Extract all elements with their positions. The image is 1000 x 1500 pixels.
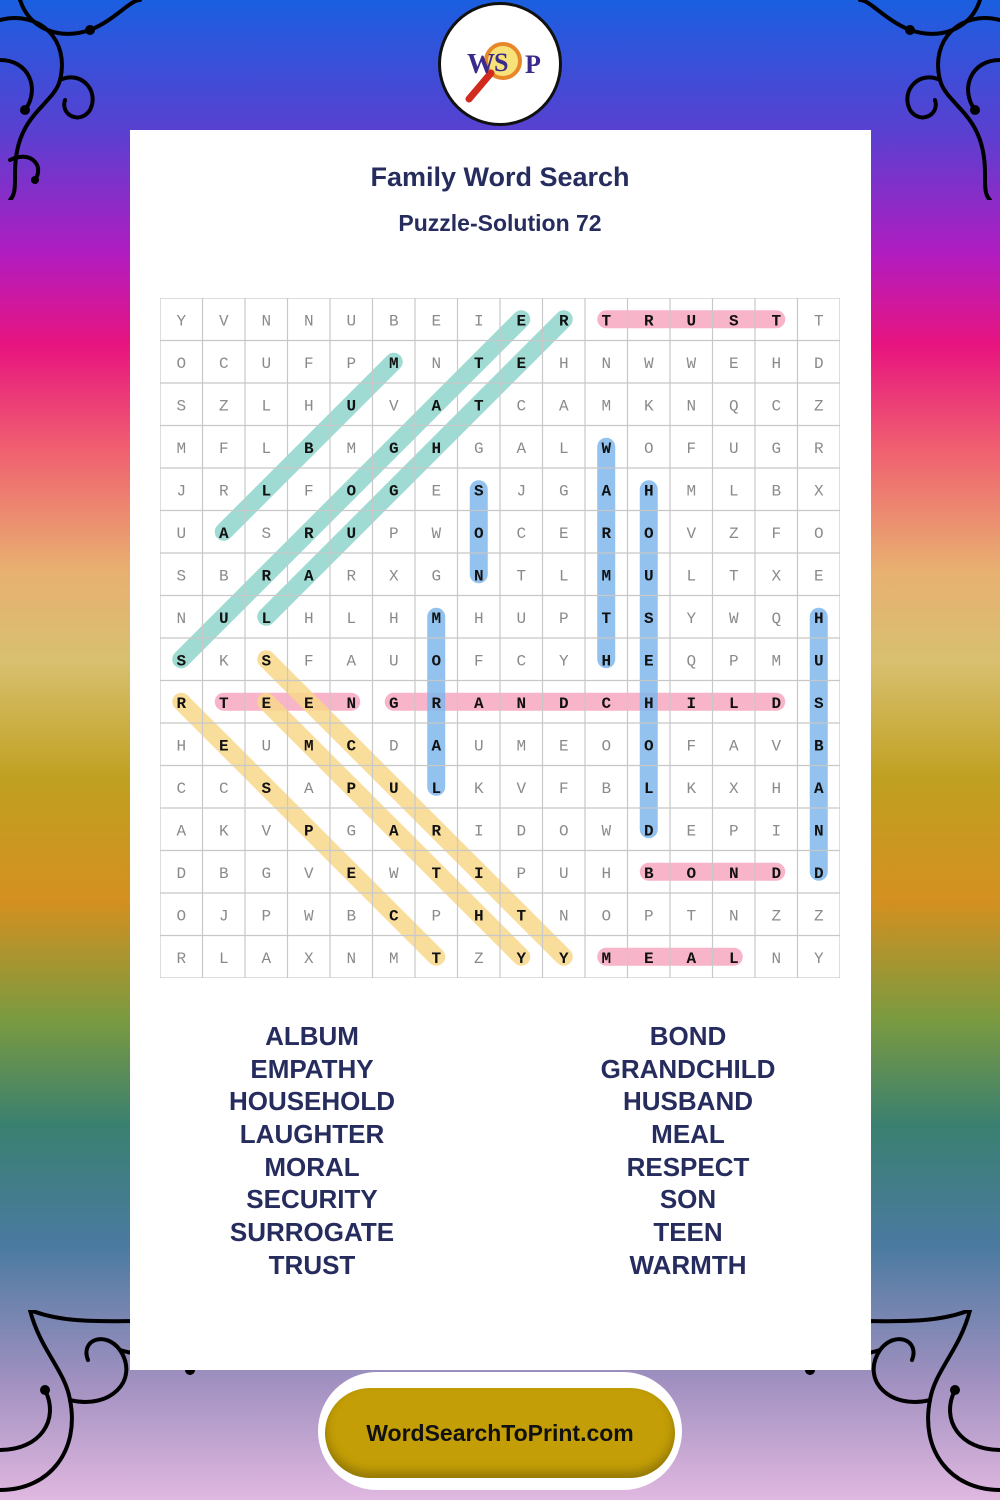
grid-letter: G (431, 567, 442, 586)
word-list-item: MEAL (651, 1119, 725, 1150)
grid-letter: T (516, 567, 527, 586)
grid-letter: H (431, 439, 442, 458)
grid-letter: R (176, 694, 187, 713)
grid-letter: Z (813, 907, 824, 926)
grid-letter: P (346, 779, 357, 798)
grid-letter: X (303, 949, 314, 968)
grid-letter: U (558, 864, 569, 883)
grid-letter: C (218, 354, 229, 373)
grid-letter: I (473, 864, 484, 883)
grid-letter: O (346, 482, 357, 501)
grid-letter: W (431, 524, 442, 543)
grid-letter: M (303, 737, 314, 756)
grid-letter: C (346, 737, 357, 756)
grid-letter: U (516, 609, 527, 628)
grid-letter: E (303, 694, 314, 713)
grid-letter: T (473, 354, 484, 373)
grid-letter: A (261, 949, 272, 968)
grid-letter: M (431, 609, 442, 628)
grid-letter: U (176, 524, 187, 543)
grid-letter: M (388, 354, 399, 373)
grid-letter: D (813, 354, 824, 373)
grid-letter: S (813, 694, 824, 713)
word-search-grid (160, 298, 840, 978)
grid-letter: O (431, 652, 442, 671)
grid-letter: S (176, 567, 187, 586)
grid-letter: K (643, 397, 654, 416)
grid-letter: M (346, 439, 357, 458)
grid-letter: N (686, 397, 697, 416)
grid-letter: R (218, 482, 229, 501)
grid-letter: N (431, 354, 442, 373)
grid-letter: D (643, 822, 654, 841)
grid-letter: P (346, 354, 357, 373)
grid-letter: U (388, 652, 399, 671)
grid-letter: S (261, 779, 272, 798)
grid-letter: L (261, 482, 272, 501)
grid-letter: R (176, 949, 187, 968)
grid-letter: D (388, 737, 399, 756)
grid-letter: N (516, 694, 527, 713)
grid-letter: F (303, 482, 314, 501)
grid-letter: A (813, 779, 824, 798)
grid-letter: T (473, 397, 484, 416)
grid-letter: Y (558, 949, 569, 968)
grid-letter: E (516, 312, 527, 331)
grid-letter: H (473, 907, 484, 926)
grid-letter: D (558, 694, 569, 713)
grid-letter: Q (728, 397, 739, 416)
grid-letter: P (516, 864, 527, 883)
grid-letter: O (643, 524, 654, 543)
grid-letter: O (686, 864, 697, 883)
grid-letter: M (771, 652, 782, 671)
grid-letter: H (558, 354, 569, 373)
grid-letter: A (303, 779, 314, 798)
grid-letter: L (728, 482, 739, 501)
grid-letter: K (218, 822, 229, 841)
grid-letter: R (643, 312, 654, 331)
grid-letter: M (388, 949, 399, 968)
grid-letter: L (218, 949, 229, 968)
grid-letter: O (601, 737, 612, 756)
word-list-item: HUSBAND (623, 1086, 753, 1117)
grid-letter: E (686, 822, 697, 841)
grid-letter: B (218, 567, 229, 586)
grid-letter: H (813, 609, 824, 628)
grid-letter: R (261, 567, 272, 586)
grid-letter: S (473, 482, 484, 501)
grid-letter: R (431, 694, 442, 713)
grid-letter: F (558, 779, 569, 798)
grid-letter: U (218, 609, 229, 628)
grid-letter: R (813, 439, 824, 458)
grid-letter: N (346, 949, 357, 968)
grid-letter: X (388, 567, 399, 586)
grid-letter: S (261, 524, 272, 543)
magnifier-icon (441, 5, 559, 123)
grid-letter: A (218, 524, 229, 543)
grid-letter: H (601, 864, 612, 883)
grid-letter: Z (771, 907, 782, 926)
grid-letter: O (558, 822, 569, 841)
grid-letter: P (558, 609, 569, 628)
grid-letter: C (516, 397, 527, 416)
grid-letter: H (473, 609, 484, 628)
grid-letter: A (601, 482, 612, 501)
grid-letter: Y (813, 949, 824, 968)
grid-letter: B (813, 737, 824, 756)
grid-letter: S (261, 652, 272, 671)
grid-letter: A (431, 397, 442, 416)
grid-letter: Z (218, 397, 229, 416)
word-list-item: SON (659, 1184, 717, 1215)
grid-letter: M (176, 439, 187, 458)
grid-letter: B (218, 864, 229, 883)
grid-letter: O (473, 524, 484, 543)
grid-letter: A (473, 694, 484, 713)
grid-letter: C (516, 524, 527, 543)
grid-letter: T (601, 609, 612, 628)
grid-letter: L (261, 609, 272, 628)
grid-letter: U (813, 652, 824, 671)
grid-letter: G (346, 822, 357, 841)
grid-letter: U (473, 737, 484, 756)
grid-letter: N (558, 907, 569, 926)
word-list-item: GRANDCHILD (600, 1053, 776, 1084)
grid-letter: V (771, 737, 782, 756)
grid-letter: W (601, 822, 612, 841)
grid-letter: C (388, 907, 399, 926)
grid-letter: I (473, 312, 484, 331)
grid-letter: S (643, 609, 654, 628)
puzzle-title: Family Word Search (370, 162, 630, 192)
grid-letter: G (771, 439, 782, 458)
grid-letter: E (728, 354, 739, 373)
grid-letter: W (388, 864, 399, 883)
grid-letter: H (303, 397, 314, 416)
grid-letter: T (431, 864, 442, 883)
grid-letter: N (346, 694, 357, 713)
grid-letter: N (728, 864, 739, 883)
grid-letter: U (388, 779, 399, 798)
grid-letter: F (686, 737, 697, 756)
grid-letter: N (771, 949, 782, 968)
grid-letter: I (473, 822, 484, 841)
grid-letter: N (261, 312, 272, 331)
word-list-item: TEEN (653, 1217, 723, 1248)
grid-letter: U (346, 397, 357, 416)
word-list-item: SECURITY (246, 1184, 378, 1215)
grid-letter: R (558, 312, 569, 331)
grid-letter: U (261, 737, 272, 756)
grid-letter: N (473, 567, 484, 586)
word-list-item: ALBUM (265, 1021, 359, 1051)
grid-letter: K (218, 652, 229, 671)
grid-letter: E (643, 652, 654, 671)
grid-letter: T (431, 949, 442, 968)
word-list-item: BOND (649, 1021, 727, 1051)
grid-letter: L (346, 609, 357, 628)
grid-letter: Y (176, 312, 187, 331)
grid-letter: N (728, 907, 739, 926)
grid-letter: L (643, 779, 654, 798)
grid-letter: W (728, 609, 739, 628)
grid-letter: S (728, 312, 739, 331)
grid-letter: X (728, 779, 739, 798)
grid-letter: P (728, 822, 739, 841)
grid-letter: J (176, 482, 187, 501)
grid-letter: V (516, 779, 527, 798)
word-list-item: WARMTH (629, 1249, 747, 1280)
grid-letter: P (303, 822, 314, 841)
grid-letter: U (728, 439, 739, 458)
grid-letter: Y (686, 609, 697, 628)
grid-letter: O (176, 907, 187, 926)
grid-letter: R (601, 524, 612, 543)
grid-letter: A (686, 949, 697, 968)
grid-letter: M (601, 949, 612, 968)
grid-letter: N (813, 822, 824, 841)
grid-letter: J (218, 907, 229, 926)
grid-letter: H (643, 694, 654, 713)
grid-letter: C (601, 694, 612, 713)
grid-letter: A (431, 737, 442, 756)
grid-letter: Z (813, 397, 824, 416)
grid-letter: M (601, 397, 612, 416)
grid-letter: E (261, 694, 272, 713)
grid-letter: U (686, 312, 697, 331)
grid-letter: G (473, 439, 484, 458)
grid-letter: F (473, 652, 484, 671)
grid-letter: U (346, 524, 357, 543)
grid-letter: H (771, 354, 782, 373)
word-list-left (162, 1020, 462, 1282)
grid-letter: G (261, 864, 272, 883)
grid-letter: D (813, 864, 824, 883)
grid-letter: Z (728, 524, 739, 543)
puzzle-subtitle: Puzzle-Solution 72 (398, 210, 602, 236)
grid-letter: G (388, 482, 399, 501)
grid-letter: O (643, 737, 654, 756)
grid-letter: X (813, 482, 824, 501)
word-list-item: MORAL (264, 1151, 360, 1182)
grid-letter: O (813, 524, 824, 543)
grid-letter: F (686, 439, 697, 458)
grid-letter: L (261, 439, 272, 458)
site-logo[interactable] (438, 2, 562, 126)
grid-letter: T (218, 694, 229, 713)
grid-letter: A (558, 397, 569, 416)
grid-letter: N (176, 609, 187, 628)
grid-letter: T (516, 907, 527, 926)
grid-letter: B (643, 864, 654, 883)
grid-letter: V (218, 312, 229, 331)
grid-letter: A (303, 567, 314, 586)
grid-letter: F (303, 652, 314, 671)
word-list-item: RESPECT (626, 1151, 750, 1182)
grid-letter: D (176, 864, 187, 883)
grid-letter: T (686, 907, 697, 926)
grid-letter: L (686, 567, 697, 586)
word-list-item: SURROGATE (229, 1217, 395, 1248)
grid-letter: V (388, 397, 399, 416)
grid-letter: H (388, 609, 399, 628)
grid-letter: T (813, 312, 824, 331)
grid-letter: E (643, 949, 654, 968)
word-list-item: HOUSEHOLD (228, 1086, 396, 1117)
grid-letter: T (728, 567, 739, 586)
grid-letter: V (686, 524, 697, 543)
grid-letter: U (261, 354, 272, 373)
grid-letter: D (771, 694, 782, 713)
grid-letter: A (388, 822, 399, 841)
grid-letter: B (303, 439, 314, 458)
grid-letter: L (261, 397, 272, 416)
word-list-item: TRUST (268, 1249, 356, 1280)
grid-letter: T (601, 312, 612, 331)
grid-canvas (160, 298, 840, 978)
grid-letter: E (218, 737, 229, 756)
grid-letter: I (686, 694, 697, 713)
grid-letter: V (261, 822, 272, 841)
grid-letter: W (686, 354, 697, 373)
grid-letter: U (346, 312, 357, 331)
grid-letter: C (516, 652, 527, 671)
logo-letter-w: W (467, 49, 495, 80)
grid-letter: A (728, 737, 739, 756)
grid-letter: R (303, 524, 314, 543)
grid-letter: N (303, 312, 314, 331)
grid-letter: N (601, 354, 612, 373)
grid-letter: A (176, 822, 187, 841)
grid-letter: O (601, 907, 612, 926)
grid-letter: K (473, 779, 484, 798)
grid-letter: M (516, 737, 527, 756)
grid-letter: Y (558, 652, 569, 671)
grid-letter: P (431, 907, 442, 926)
grid-letter: M (686, 482, 697, 501)
grid-letter: P (643, 907, 654, 926)
grid-letter: G (558, 482, 569, 501)
grid-letter: D (516, 822, 527, 841)
word-list-item: EMPATHY (250, 1053, 374, 1084)
grid-letter: F (303, 354, 314, 373)
grid-letter: H (771, 779, 782, 798)
grid-letter: W (601, 439, 612, 458)
grid-letter: L (558, 567, 569, 586)
grid-letter: C (771, 397, 782, 416)
grid-letter: C (218, 779, 229, 798)
grid-letter: W (643, 354, 654, 373)
grid-letter: B (601, 779, 612, 798)
grid-letter: X (771, 567, 782, 586)
grid-letter: L (558, 439, 569, 458)
grid-letter: E (431, 312, 442, 331)
grid-letter: Z (473, 949, 484, 968)
grid-letter: E (431, 482, 442, 501)
grid-letter: E (516, 354, 527, 373)
grid-letter: T (771, 312, 782, 331)
grid-letter: H (643, 482, 654, 501)
grid-letter: H (303, 609, 314, 628)
grid-letter: P (261, 907, 272, 926)
grid-letter: O (176, 354, 187, 373)
grid-letter: Y (516, 949, 527, 968)
grid-letter: H (601, 652, 612, 671)
word-list-right (538, 1020, 838, 1282)
grid-letter: B (346, 907, 357, 926)
grid-letter: J (516, 482, 527, 501)
website-link-button[interactable]: WordSearchToPrint.com (325, 1388, 675, 1478)
grid-letter: L (728, 694, 739, 713)
grid-letter: V (303, 864, 314, 883)
grid-letter: L (728, 949, 739, 968)
logo-letter-s: S (494, 48, 509, 77)
grid-letter: G (388, 694, 399, 713)
grid-letter: R (346, 567, 357, 586)
grid-letter: E (558, 524, 569, 543)
grid-letter: B (771, 482, 782, 501)
grid-letter: W (303, 907, 314, 926)
grid-letter: I (771, 822, 782, 841)
logo-letter-p: P (525, 50, 541, 79)
grid-letter: S (176, 652, 187, 671)
grid-letter: E (558, 737, 569, 756)
grid-letter: E (813, 567, 824, 586)
grid-letter: B (388, 312, 399, 331)
grid-letter: G (388, 439, 399, 458)
grid-letter: Q (771, 609, 782, 628)
grid-letter: P (388, 524, 399, 543)
grid-letter: A (346, 652, 357, 671)
grid-letter: F (771, 524, 782, 543)
grid-letter: F (218, 439, 229, 458)
grid-letter: S (176, 397, 187, 416)
grid-letter: K (686, 779, 697, 798)
grid-letter: L (431, 779, 442, 798)
grid-letter: C (176, 779, 187, 798)
word-list-item: LAUGHTER (239, 1119, 385, 1150)
grid-letter: R (431, 822, 442, 841)
grid-letter: E (346, 864, 357, 883)
grid-letter: P (728, 652, 739, 671)
grid-letter: O (643, 439, 654, 458)
grid-letter: U (643, 567, 654, 586)
grid-letter: Q (686, 652, 697, 671)
grid-letter: D (771, 864, 782, 883)
grid-letter: M (601, 567, 612, 586)
grid-letter: H (176, 737, 187, 756)
grid-letter: A (516, 439, 527, 458)
